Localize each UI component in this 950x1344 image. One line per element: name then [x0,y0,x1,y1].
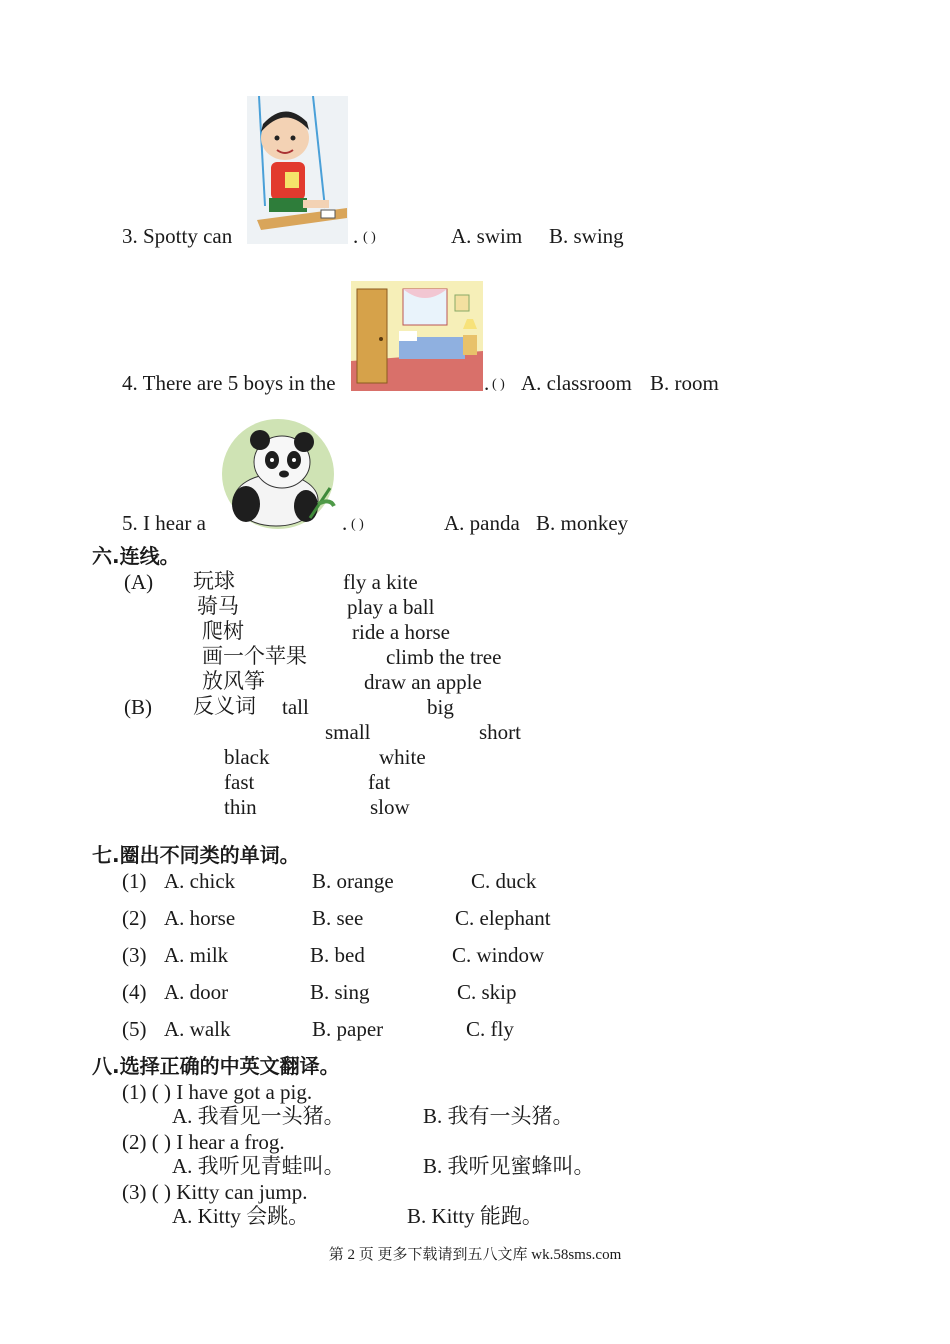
translation-option-a[interactable]: A. 我看见一头猪。 [172,1104,345,1128]
option-c[interactable]: C. elephant [455,906,551,930]
translation-question: (1) ( ) I have got a pig. [122,1080,313,1104]
option-b[interactable]: B. bed [310,943,365,967]
match-right-item: climb the tree [386,645,502,669]
q5-dot: . [342,511,348,535]
option-a[interactable]: A. walk [164,1017,231,1041]
match-right-item: ride a horse [352,620,450,644]
bedroom-image [351,281,483,391]
antonym-word: white [379,745,426,769]
option-b[interactable]: B. sing [310,980,370,1004]
match-right-item: play a ball [347,595,435,619]
section-7-title: 七.圈出不同类的单词。 [92,843,300,867]
translation-option-a[interactable]: A. 我听见青蛙叫。 [172,1154,345,1178]
option-c[interactable]: C. duck [471,869,537,893]
q3-text: 3. Spotty can [122,224,233,248]
translation-question: (2) ( ) I hear a frog. [122,1130,285,1154]
q4-option-a: A. classroom [521,371,632,395]
q4-answer-paren[interactable]: ( ) [492,377,505,392]
match-right-item: draw an apple [364,670,482,694]
q3-option-a: A. swim [451,224,523,248]
option-a[interactable]: A. horse [164,906,236,930]
option-c[interactable]: C. skip [457,980,517,1004]
antonym-word: short [479,720,521,744]
antonym-word: small [325,720,371,744]
antonym-word: fast [224,770,255,794]
antonym-word: black [224,745,270,769]
antonym-word: tall [282,695,309,719]
q3-dot: . [353,224,359,248]
q5-option-a: A. panda [444,511,520,535]
part6-b-label: (B) [124,695,152,719]
row-number: (2) [122,906,147,930]
option-c[interactable]: C. window [452,943,545,967]
option-b[interactable]: B. see [312,906,364,930]
q5-answer-paren[interactable]: ( ) [351,517,364,532]
q3-answer-paren[interactable]: ( ) [363,230,376,245]
q3-option-b: B. swing [549,224,624,248]
row-number: (4) [122,980,147,1004]
q5-text: 5. I hear a [122,511,206,535]
option-b[interactable]: B. orange [312,869,394,893]
match-left-item: 放风筝 [202,669,265,693]
q4-option-b: B. room [650,371,719,395]
translation-option-b[interactable]: B. 我听见蜜蜂叫。 [423,1154,595,1178]
panda-image [220,418,336,531]
row-number: (3) [122,943,147,967]
match-left-item: 画一个苹果 [202,644,307,668]
translation-option-b[interactable]: B. 我有一头猪。 [423,1104,574,1128]
swing-boy-image [247,96,348,244]
section-8-title: 八.选择正确的中英文翻译。 [92,1054,340,1078]
q5-option-b: B. monkey [536,511,629,535]
row-number: (5) [122,1017,147,1041]
option-a[interactable]: A. chick [164,869,236,893]
row-number: (1) [122,869,147,893]
option-a[interactable]: A. door [164,980,229,1004]
section-6-title: 六.连线。 [92,544,180,568]
translation-question: (3) ( ) Kitty can jump. [122,1180,308,1204]
match-right-item: fly a kite [343,570,418,594]
page-footer: 第 2 页 更多下载请到五八文库 wk.58sms.com [328,1247,622,1263]
match-left-item: 爬树 [202,619,244,643]
antonym-word: big [427,695,454,719]
part6-a-label: (A) [124,570,154,594]
part6-b-title: 反义词 [193,694,256,718]
translation-option-a[interactable]: A. Kitty 会跳。 [172,1204,310,1228]
q4-text: 4. There are 5 boys in the [122,371,336,395]
antonym-word: slow [370,795,410,819]
antonym-word: fat [368,770,391,794]
option-c[interactable]: C. fly [466,1017,514,1041]
translation-option-b[interactable]: B. Kitty 能跑。 [407,1204,543,1228]
antonym-word: thin [224,795,257,819]
option-a[interactable]: A. milk [164,943,229,967]
match-left-item: 骑马 [197,594,239,618]
q4-dot: . [484,371,490,395]
match-left-item: 玩球 [193,569,235,593]
option-b[interactable]: B. paper [312,1017,384,1041]
